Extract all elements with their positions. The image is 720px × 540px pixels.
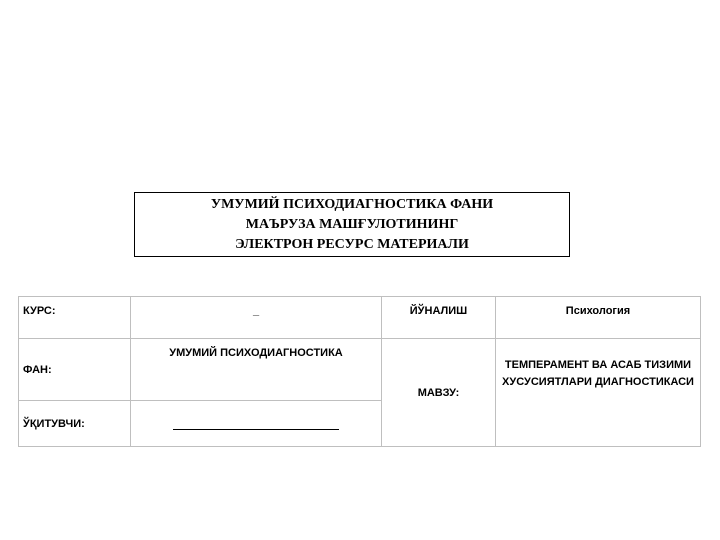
title-line-1: УМУМИЙ ПСИХОДИАГНОСТИКА ФАНИ bbox=[210, 196, 494, 212]
mavzu-label: МАВЗУ: bbox=[382, 339, 496, 447]
title-line-3: ЭЛЕКТРОН РЕСУРС МАТЕРИАЛИ bbox=[235, 236, 469, 252]
kurs-label: КУРС: bbox=[19, 297, 131, 339]
title-box bbox=[134, 192, 570, 257]
title-line-2: МАЪРУЗА МАШҒУЛОТИНИНГ bbox=[245, 216, 459, 232]
info-table bbox=[18, 296, 701, 447]
table-row-fan bbox=[19, 339, 701, 401]
yunalish-value: Психология bbox=[496, 297, 701, 339]
ukituvchi-label: ЎҚИТУВЧИ: bbox=[19, 401, 131, 447]
ukituvchi-value bbox=[131, 401, 382, 447]
kurs-value: _ bbox=[131, 297, 382, 339]
mavzu-value bbox=[496, 339, 701, 447]
yunalish-label: ЙЎНАЛИШ bbox=[382, 297, 496, 339]
table-row-kurs bbox=[19, 297, 701, 339]
mavzu-value-line-2: ХУСУСИЯТЛАРИ ДИАГНОСТИКАСИ bbox=[502, 376, 694, 388]
fan-label: ФАН: bbox=[19, 339, 131, 401]
mavzu-value-line-1: ТЕМПЕРАМЕНТ ВА АСАБ ТИЗИМИ bbox=[504, 359, 692, 371]
signature-line bbox=[173, 429, 339, 430]
fan-value: УМУМИЙ ПСИХОДИАГНОСТИКА bbox=[131, 339, 382, 401]
